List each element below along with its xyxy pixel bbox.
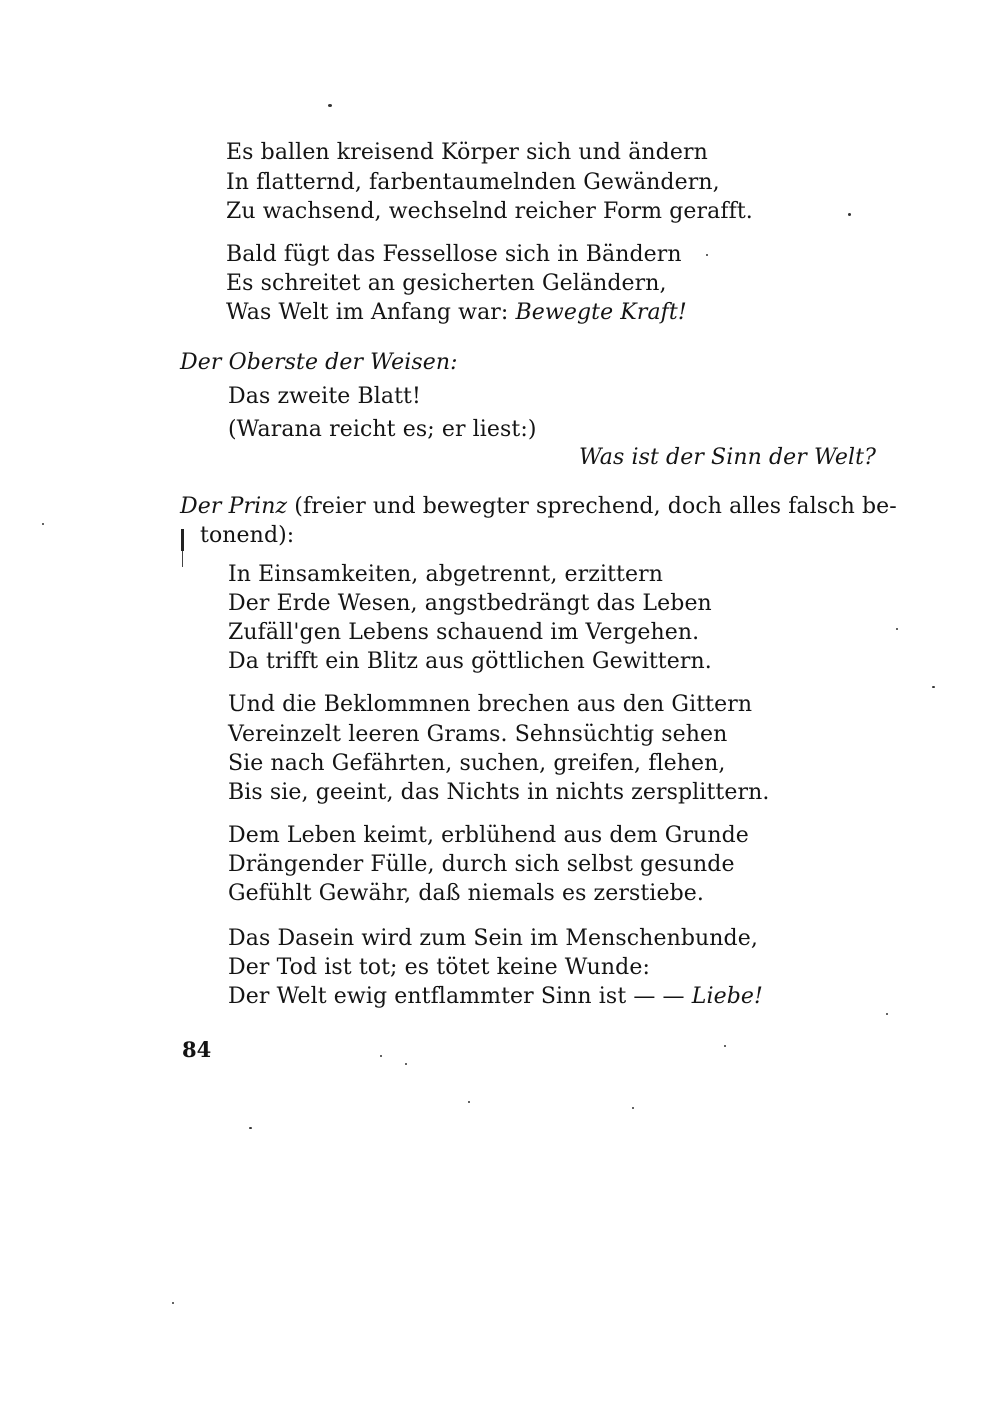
scan-speck [896, 628, 898, 630]
emphasized-text: Bewegte Kraft! [515, 300, 687, 325]
stage-direction: (Warana reicht es; er liest:) [228, 417, 537, 442]
verse-line [228, 982, 763, 1011]
verse-line: Drängender Fülle, durch sich selbst gesunde [228, 852, 735, 877]
verse-line: Bis sie, geeint, das Nichts in nichts zersplittern. [228, 780, 770, 805]
verse-text: Der Welt ewig entflammter Sinn ist — — [228, 984, 692, 1009]
speaker-line [180, 492, 897, 521]
emphasized-text: Liebe! [691, 984, 763, 1009]
verse-line [226, 298, 687, 327]
verse-line: Das Dasein wird zum Sein im Menschenbunde, [228, 926, 758, 951]
margin-mark [180, 529, 185, 569]
spoken-line: Das zweite Blatt! [228, 384, 421, 409]
verse-line: Sie nach Gefährten, suchen, greifen, flehen, [228, 751, 726, 776]
spoken-question: Was ist der Sinn der Welt? [578, 445, 876, 470]
scan-speck [405, 1063, 407, 1065]
verse-line: Der Tod ist tot; es tötet keine Wunde: [228, 955, 650, 980]
speaker-name: Der Oberste der Weisen: [180, 350, 458, 375]
verse-line: Zufäll'gen Lebens schauend im Vergehen. [228, 620, 700, 645]
verse-line: Bald fügt das Fessellose sich in Bändern [226, 242, 682, 267]
verse-line: Es ballen kreisend Körper sich und ändern [226, 140, 708, 165]
verse-line: Der Erde Wesen, angstbedrängt das Leben [228, 591, 712, 616]
scan-speck [706, 254, 708, 256]
verse-text: Was Welt im Anfang war: [226, 300, 516, 325]
verse-line: Zu wachsend, wechselnd reicher Form gerafft. [226, 199, 753, 224]
verse-line: Gefühlt Gewähr, daß niemals es zerstiebe. [228, 881, 704, 906]
verse-line: Es schreitet an gesicherten Geländern, [226, 271, 667, 296]
verse-line: Vereinzelt leeren Grams. Sehnsüchtig sehen [228, 722, 728, 747]
scan-speck [886, 1013, 888, 1015]
stage-direction: tonend): [200, 523, 295, 548]
verse-line: Und die Beklommnen brechen aus den Gittern [228, 692, 753, 717]
scan-speck [172, 1302, 174, 1304]
scan-speck [42, 523, 44, 525]
verse-line: Dem Leben keimt, erblühend aus dem Grunde [228, 823, 749, 848]
scan-speck [380, 1055, 382, 1057]
scan-speck [632, 1107, 634, 1109]
verse-line: In flatternd, farbentaumelnden Gewändern, [226, 170, 720, 195]
stage-direction: (freier und bewegter sprechend, doch alles falsch be- [287, 494, 897, 519]
scan-speck [468, 1101, 470, 1103]
verse-line: Da trifft ein Blitz aus göttlichen Gewittern. [228, 649, 712, 674]
speaker-name: Der Prinz [180, 494, 288, 519]
verse-line: In Einsamkeiten, abgetrennt, erzittern [228, 562, 663, 587]
scan-speck [848, 213, 851, 216]
scan-speck [249, 1127, 252, 1129]
scan-speck [724, 1045, 726, 1047]
scan-speck [932, 686, 935, 688]
scan-speck [328, 104, 332, 107]
page-number: 84 [182, 1037, 212, 1062]
